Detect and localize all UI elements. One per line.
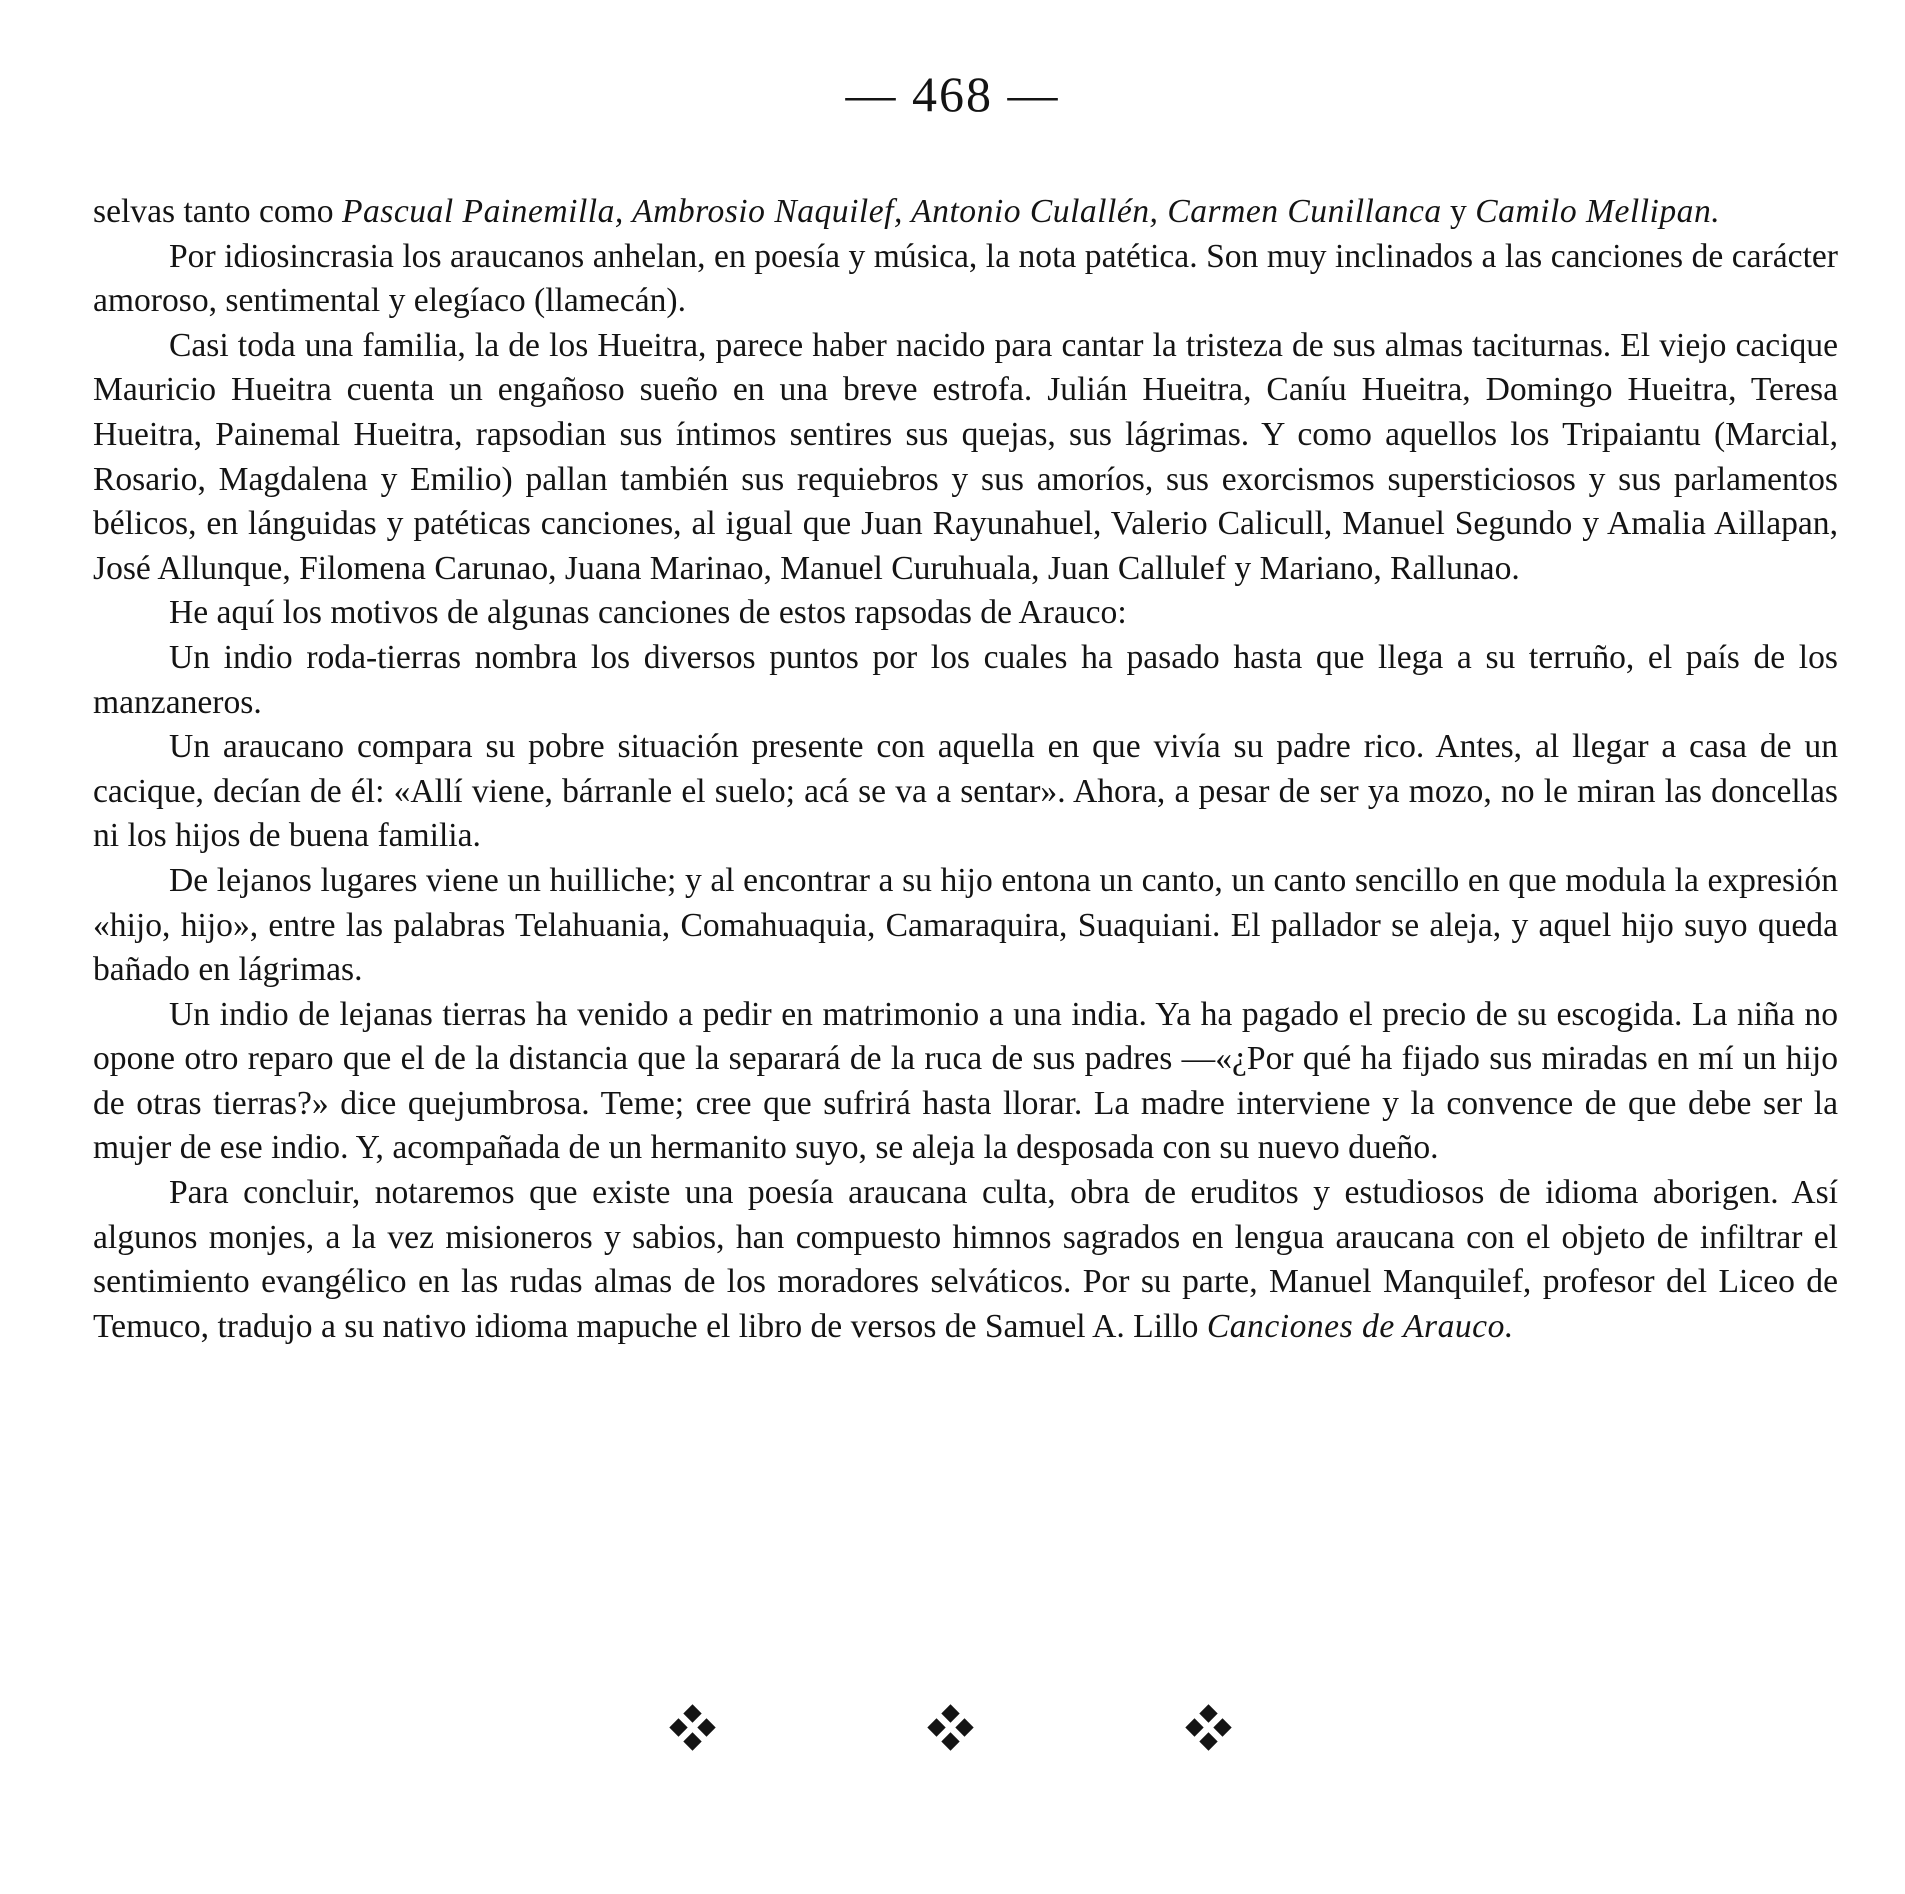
paragraph-1-lead: selvas tanto como	[93, 193, 342, 230]
paragraph-9-text: Para concluir, notaremos que existe una poesía araucana culta, obra de eruditos y estudiosos de idioma aborigen. Así algunos monjes, a la vez misioneros y sabios, han compuesto himnos sagrados en lengua araucana con el objeto de infiltrar el sentimiento evangélico en las rudas almas de los moradores selváticos. Por su parte, Manuel Manquilef, profesor del Liceo de Temuco, tradujo a su nativo idioma mapuche el libro de versos de Samuel A. Lillo	[93, 1174, 1838, 1345]
paragraph-7: De lejanos lugares viene un huilliche; y al encontrar a su hijo entona un canto, un canto sencillo en que modula la expresión «hijo, hijo», entre las palabras Telahuania, Comahuaquia, Camaraquira, Suaquiani. El pallador se aleja, y aquel hijo suyo queda bañado en lágrimas.	[93, 861, 1838, 989]
names-italic-1: Pascual Painemilla, Ambrosio Naquilef, Antonio Culallén, Carmen Cunillanca	[341, 193, 1442, 230]
ornament-row	[0, 1705, 1905, 1775]
body-text	[93, 190, 1838, 1349]
page-number: — 468 —	[845, 66, 1060, 122]
paragraph-5: Un indio roda-tierras nombra los diversos puntos por los cuales ha pasado hasta que llega a su terruño, el país de los manzaneros.	[93, 638, 1838, 721]
paragraph-4: He aquí los motivos de algunas canciones de estos rapsodas de Arauco:	[169, 594, 1127, 632]
four-diamond-fleuron-icon	[665, 1705, 721, 1761]
paragraph-1	[93, 190, 1838, 235]
four-diamond-fleuron-icon	[923, 1705, 979, 1761]
four-diamond-fleuron-icon	[1181, 1705, 1237, 1761]
paragraph-6: Un araucano compara su pobre situación presente con aquella en que vivía su padre rico. Antes, al llegar a casa de un cacique, decían de él: «Allí viene, bárranle el suelo; acá se va a sentar». Ahora, a pesar de ser ya mozo, no le miran las doncellas ni los hijos de buena familia.	[93, 728, 1838, 855]
paragraph-3: Casi toda una familia, la de los Hueitra, parece haber nacido para cantar la tristeza de sus almas taciturnas. El viejo cacique Mauricio Hueitra cuenta un engañoso sueño en una breve estrofa. Julián Hueitra, Caníu Hueitra, Domingo Hueitra, Teresa Hueitra, Painemal Hueitra, rapsodian sus íntimos sentires sus quejas, sus lágrimas. Y como aquellos los Tripaiantu (Marcial, Rosario, Magdalena y Emilio) pallan también sus requiebros y sus amoríos, sus exorcismos supersticiosos y sus parlamentos bélicos, en lánguidas y patéticas canciones, al igual que Juan Rayunahuel, Valerio Calicull, Manuel Segundo y Amalia Aillapan, José Allunque, Filomena Carunao, Juana Marinao, Manuel Curuhuala, Juan Callulef y Mariano, Rallunao.	[93, 326, 1838, 587]
paragraph-9	[93, 1171, 1838, 1349]
paragraph-2: Por idiosincrasia los araucanos anhelan, en poesía y música, la nota patética. Son muy inclinados a las canciones de carácter amoroso, sentimental y elegíaco (llamecán).	[93, 237, 1838, 320]
names-italic-2: Camilo Mellipan.	[1475, 193, 1721, 230]
paragraph-1-conjunction: y	[1441, 193, 1476, 230]
book-title: Canciones de Arauco.	[1206, 1307, 1514, 1345]
paragraph-8: Un indio de lejanas tierras ha venido a pedir en matrimonio a una india. Ya ha pagado el precio de su escogida. La niña no opone otro reparo que el de la distancia que la separará de la ruca de sus padres —«¿Por qué ha fijado sus miradas en mí un hijo de otras tierras?» dice quejumbrosa. Teme; cree que sufrirá hasta llorar. La madre interviene y la convence de que debe ser la mujer de ese indio. Y, acompañada de un hermanito suyo, se aleja la desposada con su nuevo dueño.	[93, 995, 1838, 1167]
